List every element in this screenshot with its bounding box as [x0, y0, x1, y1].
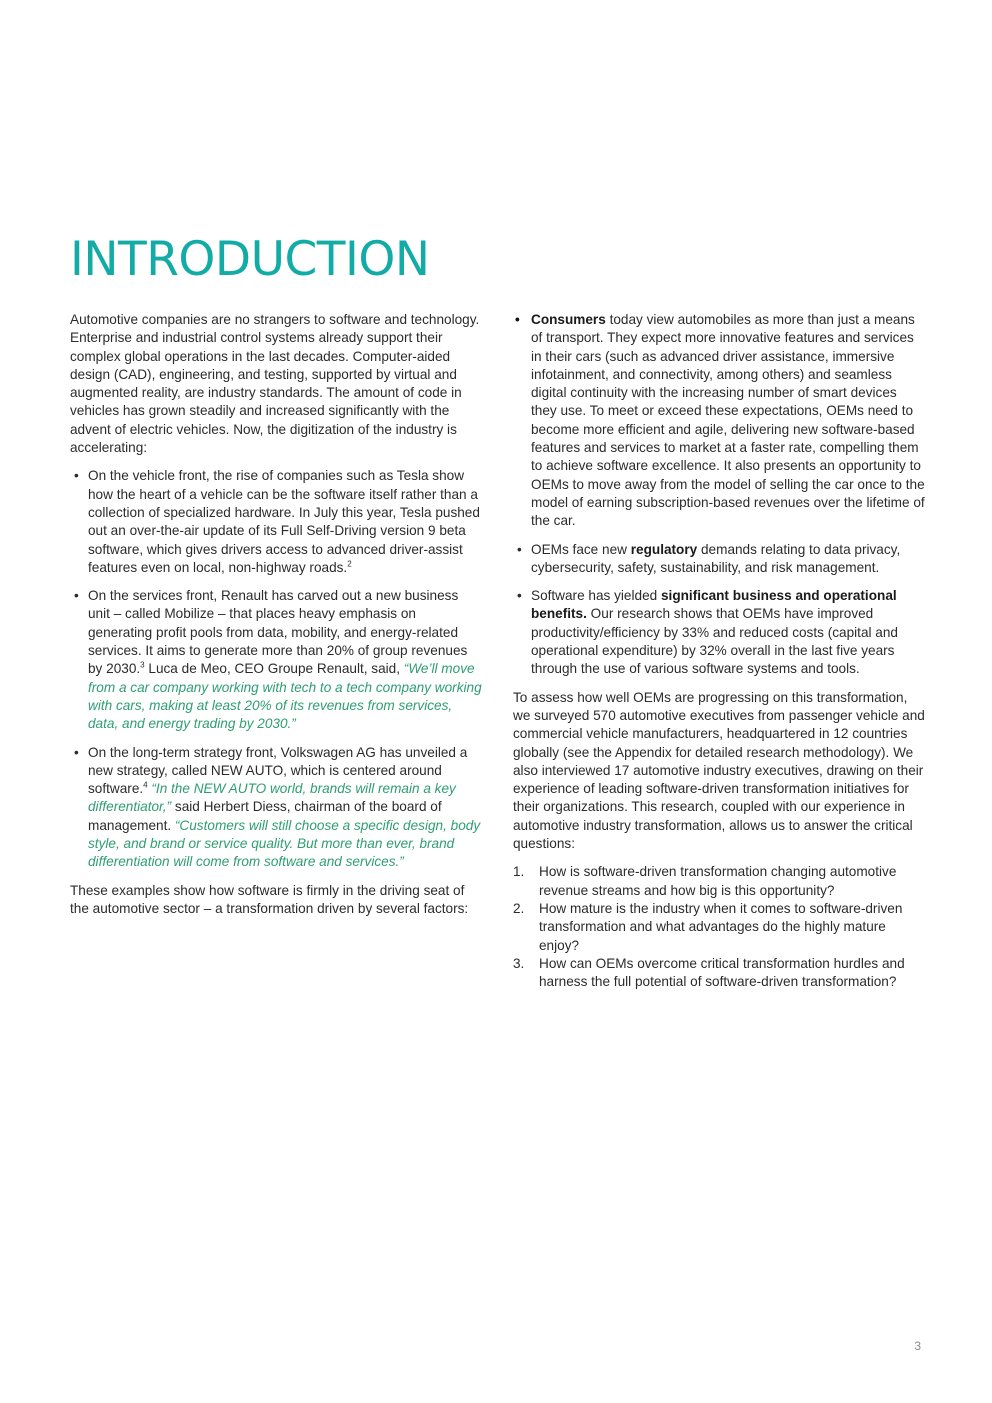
list-item-vehicle-front: • On the vehicle front, the rise of companies such as Tesla show how the heart of a vehicle can be the software itself rather than a collection of specialized hardware. In July this year, Tesla pushed out an over-the-air update of its Full Self-Driving version 9 beta software, which gives drivers access to advanced driver-assist features even on local, non-highway roads.$^2$ [70, 467, 482, 577]
assessment-paragraph: To assess how well OEMs are progressing on this transformation, we surveyed 570 automotive executives from passenger vehicle and commercial vehicle manufacturers, headquartered in 12 countries globally (see the Appendix for detailed research methodology). We also interviewed 17 automotive industry executives, drawing on their experience of leading software-driven transformation initiatives for their organizations. This research, coupled with our experience in automotive industry transformation, allows us to answer the critical questions: [513, 689, 925, 852]
left-column [70, 311, 482, 928]
list-item-consumers: • Consumers today view automobiles as more than just a means of transport. They expect more innovative features and services in their cars (such as advanced driver assistance, immersive infotainment, and connectivity, among others) and seamless digital continuity with the increasing number of smart devices they use. To meet or exceed these expectations, OEMs need to become more efficient and agile, delivering new software-based features and services to market at a faster rate, compelling them to achieve software excellence. It also presents an opportunity to OEMs to move away from the model of selling the car once to the model of earning subscription-based revenues over the lifetime of the car. [513, 311, 925, 531]
digitization-list [70, 467, 482, 871]
list-item-benefits: • Software has yielded significant business and operational benefits. Our research shows that OEMs have improved productivity/efficiency by 33% and reduced costs (capital and operational expenditure) by 32% overall in the last five years through the use of various software systems and tools. [513, 587, 925, 678]
footnote-ref: 3 [140, 660, 145, 670]
list-item-strategy-front: • On the long-term strategy front, Volkswagen AG has unveiled a new strategy, called NEW AUTO, which is centered around software.$^4$ “In the NEW AUTO world, brands will remain a key differentiator,” said Herbert Diess, chairman of the board of management. “Customers will still choose a specific design, body style, and brand or service quality. But more than ever, brand differentiation will come from software and services.” [70, 744, 482, 872]
page-number: 3 [914, 1339, 921, 1353]
page-title: INTRODUCTION [70, 232, 430, 287]
renault-quote: “We’ll move from a car company working with tech to a tech company working with cars, making at least 20% of its revenues from services, data, and energy trading by 2030.” [88, 661, 482, 732]
critical-questions-list [513, 863, 925, 991]
vw-quote-1: “In the NEW AUTO world, brands will remain a key differentiator,” [88, 781, 456, 815]
intro-paragraph: Automotive companies are no strangers to software and technology. Enterprise and industrial control systems already support their complex global operations in the last decades. Computer-aided design (CAD), engineering, and testing, supported by virtual and augmented reality, are industry standards. The amount of code in vehicles has grown steadily and increased significantly with the advent of electric vehicles. Now, the digitization of the industry is accelerating: [70, 312, 480, 456]
factors-list-continued [513, 541, 925, 679]
list-item: 2. How mature is the industry when it comes to software-driven transformation and what advantages do the highly mature enjoy? [513, 900, 903, 953]
list-item-services-front: • On the services front, Renault has carved out a new business unit – called Mobilize – that places heavy emphasis on generating profit pools from data, mobility, and energy-related services. It aims to generate more than 20% of group revenues by 2030.$^3$ Luca de Meo, CEO Groupe Renault, said, “We’ll move from a car company working with tech to a tech company working with cars, making at least 20% of its revenues from services, data, and energy trading by 2030.” [70, 587, 482, 733]
footnote-ref: 4 [143, 780, 148, 790]
footnote-ref: 2 [347, 559, 352, 569]
list-item: 3. How can OEMs overcome critical transformation hurdles and harness the full potential of software-driven transformation? [513, 955, 905, 990]
closing-paragraph: These examples show how software is firmly in the driving seat of the automotive sector – a transformation driven by several factors: [70, 882, 469, 916]
list-item-regulatory: • OEMs face new regulatory demands relating to data privacy, cybersecurity, safety, sustainability, and risk management. [513, 541, 925, 578]
list-item: 1. How is software-driven transformation changing automotive revenue streams and how big is this opportunity? [513, 864, 897, 898]
vw-quote-2: “Customers will still choose a specific design, body style, and brand or service quality. But more than ever, brand differentiation will come from software and services.” [88, 817, 481, 870]
right-column [513, 311, 925, 991]
factors-list [513, 311, 925, 531]
